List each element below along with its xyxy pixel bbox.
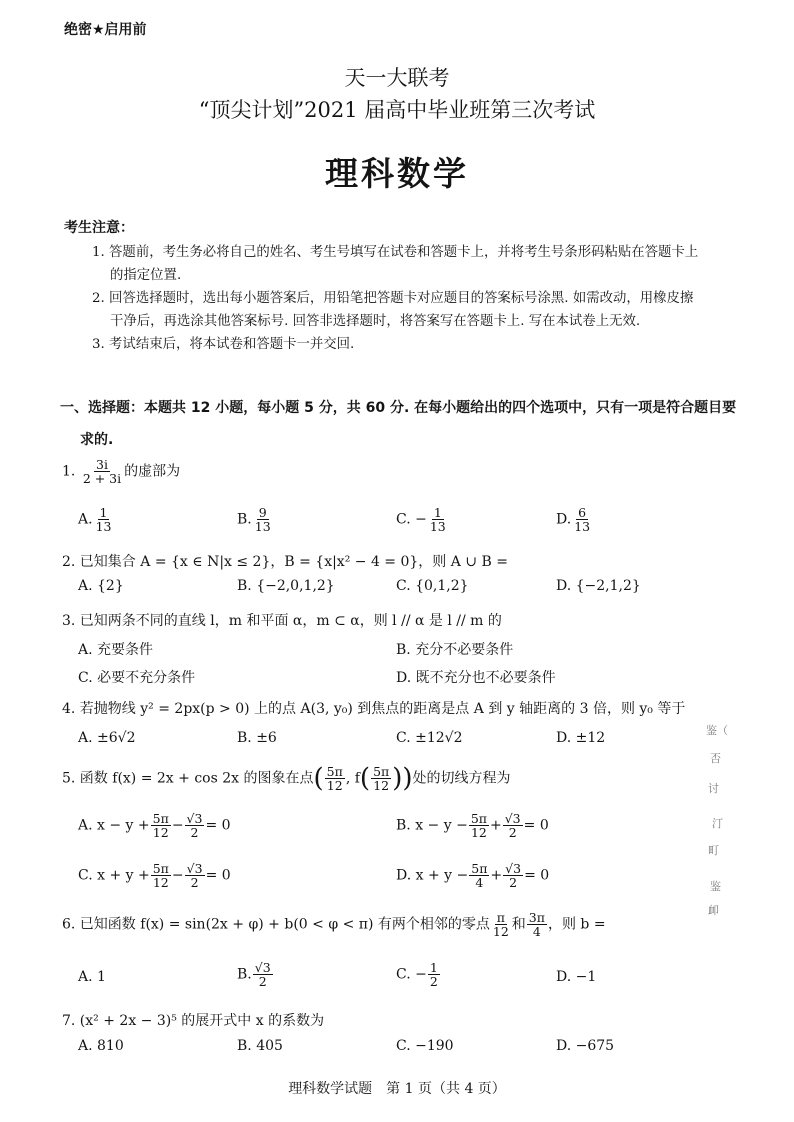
margin-mark: 汀 xyxy=(712,817,723,830)
option-d: D. −1 xyxy=(556,969,597,985)
option-d: D. x + y − $\frac{5\pi}{4}$ + $\frac{√3}{2}$ = 0 xyxy=(396,861,550,891)
question-1 xyxy=(62,458,180,485)
option-c: C. ±12√2 xyxy=(396,730,463,746)
option-a: A. 充要条件 xyxy=(78,642,154,658)
notice-title: 考生注意： xyxy=(64,220,134,236)
notice-line: 1. 答题前，考生务必将自己的姓名、考生号填写在试卷和答题卡上，并将考生号条形码粘贴在答题卡上 xyxy=(92,245,699,260)
option-d: D. ±12 xyxy=(556,730,606,746)
option-a: A. 1 xyxy=(78,969,106,985)
option-c: C. − $\frac{1}{2}$ xyxy=(396,960,438,990)
option-c: C. 必要不充分条件 xyxy=(78,670,196,686)
question-3: 3. 已知两条不同的直线 l，m 和平面 α，m ⊂ α，则 l // α 是 l // m 的 xyxy=(62,613,502,629)
option-b: B. ±6 xyxy=(237,730,277,746)
option-c: C. x + y + $\frac{5\pi}{12}$ − $\frac{√3}{2}$ = 0 xyxy=(78,861,231,891)
option-b: B. 充分不必要条件 xyxy=(396,642,514,658)
question-text: 的虚部为 xyxy=(124,463,181,480)
margin-mark: 讨 xyxy=(708,782,719,795)
margin-mark: 否 xyxy=(710,752,721,765)
margin-mark: 卹 xyxy=(708,904,719,917)
option-a: A. ±6√2 xyxy=(78,730,136,746)
question-number: 1. xyxy=(62,463,76,480)
option-b: B. x − y − $\frac{5\pi}{12}$ + $\frac{√3}{2}$ = 0 xyxy=(396,811,549,841)
section-heading: 一、选择题：本题共 12 小题，每小题 5 分，共 60 分. 在每小题给出的四个选项中，只有一项是符合题目要 xyxy=(60,400,737,416)
notice-line: 3. 考试结束后，将本试卷和答题卡一并交回. xyxy=(92,337,355,352)
question-4: 4. 若抛物线 y² = 2px(p > 0) 上的点 A(3, y₀) 到焦点的距离是点 A 到 y 轴距离的 3 倍，则 y₀ 等于 xyxy=(62,701,686,717)
notice-line: 的指定位置. xyxy=(110,268,182,283)
option-a: A. x − y + $\frac{5\pi}{12}$ − $\frac{√3}{2}$ = 0 xyxy=(78,811,231,841)
exam-org-title: 天一大联考 xyxy=(344,66,450,90)
option-b: B. 405 xyxy=(237,1038,283,1054)
option-b: B. {−2,0,1,2} xyxy=(237,578,335,594)
question-2: 2. 已知集合 A = {x ∈ N|x ≤ 2}，B = {x|x² − 4 = 0}，则 A ∪ B = xyxy=(62,554,508,570)
subject-title: 理科数学 xyxy=(325,154,469,193)
notice-line: 2. 回答选择题时，选出每小题答案后，用铅笔把答题卡对应题目的答案标号涂黑. 如需改动，用橡皮擦 xyxy=(92,291,694,306)
exam-name-title: “顶尖计划”2021 届高中毕业班第三次考试 xyxy=(198,98,596,122)
option-d: D. 既不充分也不必要条件 xyxy=(396,670,556,686)
option-c: C. −190 xyxy=(396,1038,454,1054)
option-a: A. 810 xyxy=(78,1038,124,1054)
option-d: D. −675 xyxy=(556,1038,615,1054)
question-7: 7. (x² + 2x − 3)⁵ 的展开式中 x 的系数为 xyxy=(62,1013,325,1029)
option-b: B. $\frac{9}{13}$ xyxy=(237,505,271,535)
option-c: C. {0,1,2} xyxy=(396,578,469,594)
margin-mark: 鉴（ xyxy=(706,724,728,737)
section-heading-continued: 求的. xyxy=(80,432,114,448)
question-6: 6. 已知函数 f(x) = sin(2x + φ) + b(0 < φ < π) 有两个相邻的零点 $\frac{\pi}{12}$ 和 $\frac{3\pi}{4}$ ，则 b = xyxy=(62,910,606,940)
margin-mark: 町 xyxy=(708,844,719,857)
option-d: D. {−2,1,2} xyxy=(556,578,641,594)
confidential-mark: 绝密★启用前 xyxy=(64,22,147,38)
margin-mark: 鉴 xyxy=(710,880,721,893)
option-b: B. $\frac{√3}{2}$ xyxy=(237,960,271,990)
fraction: $\frac{3i}{2 + 3i}$ xyxy=(82,457,122,487)
option-a: A. {2} xyxy=(78,578,124,594)
question-5: 5. 函数 f(x) = 2x + cos 2x 的图象在点( $\frac{5\pi}{12}$ , f( $\frac{5\pi}{12}$ ))处的切线方程为 xyxy=(62,763,511,794)
option-a: A. $\frac{1}{13}$ xyxy=(78,505,112,535)
notice-line: 干净后，再选涂其他答案标号. 回答非选择题时，将答案写在答题卡上. 写在本试卷上无效. xyxy=(110,314,641,329)
page-footer: 理科数学试题 第 1 页（共 4 页） xyxy=(288,1081,506,1097)
option-c: C. − $\frac{1}{13}$ xyxy=(396,505,446,535)
option-d: D. $\frac{6}{13}$ xyxy=(556,505,591,535)
